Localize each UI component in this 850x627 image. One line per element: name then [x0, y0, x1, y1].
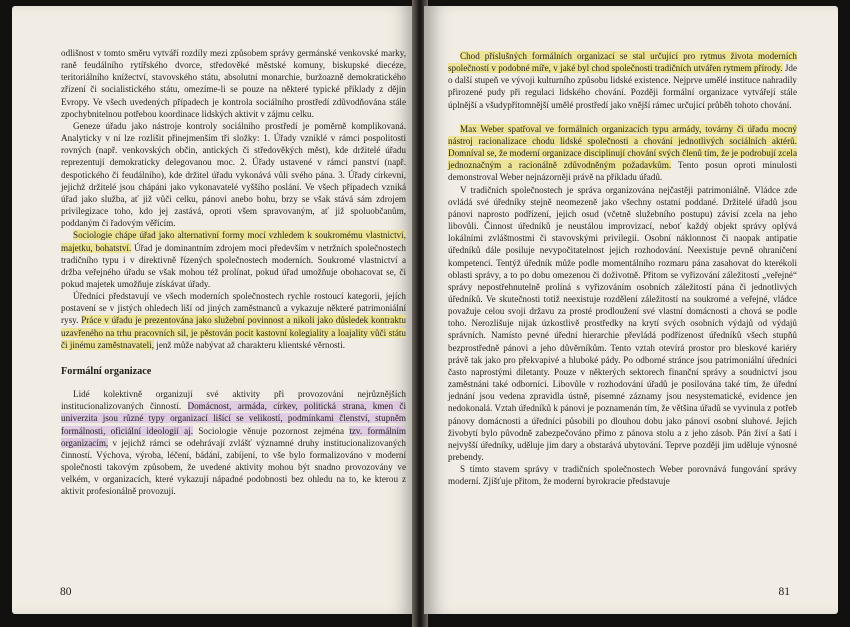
highlighted-text: Chod příslušných formálních organizací se stal určující pro rytmus života moderních společností v podobné míře, v jaké byl chod společnosti tradičních utvářen rytmem přírody. — [448, 51, 797, 74]
left-page-text — [61, 47, 406, 497]
text-run: Jde o další stupeň ve vývoji kulturního způsobu lidské existence. Nejprve umělé instituce nahradily přirozené pudy při regulaci lidského chování. Později formální organizace vytvářejí stále úplnější a všudypřítomnější umělé prostředí jako vnější rámec určující průběh tohoto chování. — [448, 63, 798, 110]
text-run: v jejichž rámci se odehrávají zvlášť významné druhy institucionalizovaných činností. Výchova, výroba, léčení, bádání, zabíjení, to vše bylo formalizováno v moderní společnosti takovým způsobem, že uvedené aktivity mohou být snadno provozovány ve velkém, v organizacích, které vykazují nápadné podobnosti bez ohledu na to, ke kterou z aktivit profesionálně provozují. — [61, 437, 406, 497]
page-number-left: 80 — [60, 586, 72, 598]
text-run: S tímto stavem správy v tradičních společnostech Weber porovnává fungování správy moderní. Zjišťuje přitom, že moderní byrokracie představuje — [448, 464, 797, 487]
text-run: Tento posun oproti minulosti demonstroval Weber nejnázorněji právě na příkladu úřadů. — [448, 160, 798, 183]
paragraph — [61, 47, 406, 120]
right-page — [424, 6, 838, 614]
paragraph — [61, 229, 406, 290]
text-run: Lidé kolektivně organizují své aktivity při provozování nejrůznějších institucionalizovaných činností. — [61, 389, 406, 412]
paragraph — [448, 123, 797, 184]
paragraph — [61, 290, 406, 351]
paragraph — [448, 184, 797, 464]
page-number-right: 81 — [778, 586, 790, 598]
left-paragraphs-before-heading — [61, 47, 406, 351]
highlighted-text: Práce v úřadu je prezentována jako služební povinnost a nikoli jako důsledek kontraktu uzavřeného na trhu pracovních sil, je pěstován pocit kastovní kolegiality a loajality vůči státu či jinému zaměstnavateli, — [61, 315, 406, 350]
highlighted-text: tzv. formálním organizacím, — [61, 425, 406, 448]
text-run: Úředníci představují ve všech moderních společnostech rychle rostoucí kategorii, jejích postavení se v jistých ohledech liší od jiných zaměstnanců a vykazuje některé patrimoniální rysy. — [61, 291, 406, 326]
paragraph — [61, 388, 406, 497]
highlighted-text: Sociologie chápe úřad jako alternativní formy mocí vzhledem k soukromému vlastnictví, majetku, bohatství. — [61, 230, 406, 253]
highlighted-text: Max Weber spatřoval ve formálních organizacích typu armády, továrny či úřadu mocný nástroj racionalizace chodu lidské společnosti a chování jednotlivých sociálních aktérů. — [448, 123, 797, 146]
right-page-text — [448, 50, 797, 487]
highlighted-text: Domácnost, armáda, církev, politická strana, kmen či univerzita jsou různé typy organizací lišící se velikostí, podmínkami členství, stupněm formálnosti, oficiální ideologií aj. — [61, 401, 406, 436]
text-run: V tradičních společnostech je správa organizována nejčastěji patrimoniálně. Vládce zde ovládá své úředníky stejně neomezeně jako všechny ostatní poddané. Držitelé úřadů jsou pánovi naprosto podřízení, jejich osud (včetně služebního postupu) závisí zcela na jeho libovůli. Činnost úředníků je neustálou improvizací, neboť každý objekt správy oplývá lokálními zvláštnostmi či stavovskými privilegii. Osobní náklonnost či naopak antipatie úředníků dále posiluje nevypočitatelnost jejich rozhodování. Neexistuje pevně ohraničení kompetencí. Tentýž úředník může podle momentálního rozmaru pána zasahovat do kterékoli oblasti správy, a to po dobu omezenou či doživotně. Přitom se vyřizování záležitostí „veřejné“ správy nepostřehnutelně prolíná s vyřizováním osobních záležitostí pána či jednotlivých úředníků. Ve skutečnosti totiž neexistuje rozdělení záležitostí na soukromé a veřejné, vládce považuje celou svoji državu za prosté prodloužení své vlastní domácnosti a chová se podle toho. Nerozlišuje nijak úzkostlivě prostředky na krytí svých osobních výdajů od výdajů správních. Namísto pevné úřední hierarchie převládá podřízenost úředníků všech stupňů bezprostředně pánovi a jeho důvěrníkům. Tento vztah otevírá prostor pro bleskové kariéry právě tak jako pro překvapivé a hluboké pády. Po odborné stránce jsou patrimoniální úředníci často naprostými diletanty. Pouze v některých sektorech finanční správy a soudnictví jsou zaměstnáni také odborníci. Libovůle v rozhodování úřadů je posilována také tím, že úřední jednání jsou vedena zpravidla ústně, písemné záznamy jsou nesystematické, evidence jen nedokonalá. Vztah úředníků k pánovi je poznamenán tím, že většina úřadů se vyvinula z potřeb pánovy domácnosti a úředníci působili po dlouhou dobu jako pánovi osobní sluhové. Jejich živobytí bylo původně zabezpečováno přímo z pánova stolu a z jeho zásob. Pán živí a šatí i nejvyšší úředníky, uděluje jim dary a obstarává ubytování. Teprve později jim uděluje výnosné prebendy. — [448, 184, 797, 462]
right-paragraphs — [448, 50, 797, 487]
text-run: Geneze úřadu jako nástroje kontroly sociálního prostředí je poměrně komplikovaná. Analyticky v ní lze rozlišit přinejmenším tři složky: 1. Úřady vzniklé v rámci pospolitosti rovných (např. venkovských občin, antických či středověkých měst), kde držitelé úřadu reprezentují demokraticky delegovanou moc. 2. Úřady ustavené v rámci panství (např. despotického či feudálního), kde držitel úřadu vykonává vůli svého pána. 3. Úřady církevní, jejichž držitelé jsou chápáni jako vykonavatelé vyššího poslání. Ve všech případech vzniká úřad jako služba, ať již vůči celku, pánovi anebo bohu, brzy se však stává sám zdrojem privilegizace toho, kdo jej zastává, oproti všem spravovaným, ať již spoluobčanům, poddaným či řadovým věřícím. — [61, 120, 406, 229]
text-run: odlišnost v tomto směru vytváří rozdíly mezi způsobem správy germánské venkovské marky, raně feudálního rytířského dvorce, středověké městské komuny, biskupské diecéze, teritoriálního knížectví, stavovského státu, absolutní monarchie, buržoazně demokratického zřízení či socialistického státu, omezíme-li se pouze na některé typické příklady z dějin Evropy. Ve všech uvedených případech je kontrola sociálního prostředí zdůvodňována stále zpochybnitelnou potřebou koordinace lidských aktivit v zájmu celku. — [61, 48, 406, 119]
paragraph — [61, 120, 406, 229]
highlighted-text: Domníval se, že moderní organizace disciplinují chování svých členů tím, že je podrobují zcela jednoznačným a racionálně zdůvodněným požadavkům. — [448, 148, 797, 171]
left-paragraphs-after-heading — [61, 388, 406, 497]
section-heading: Formální organizace — [61, 365, 152, 377]
paragraph — [448, 50, 797, 111]
left-page — [12, 6, 416, 614]
text-run: jenž může nabývat až charakteru klientské věrnosti. — [154, 339, 346, 350]
text-run: Sociologie věnuje pozornost zejména — [193, 425, 350, 436]
paragraph — [448, 463, 797, 487]
text-run: Úřad je dominantním zdrojem moci především v netržních společnostech tradičního typu i v direktivně řízených společnostech moderních. Soukromé vlastnictví a držba veřejného úřadu se však mohou též prolínat, pokud úřad umožňuje obohacovat se, či pokud majetek umožňuje získávat úřady. — [61, 242, 406, 289]
